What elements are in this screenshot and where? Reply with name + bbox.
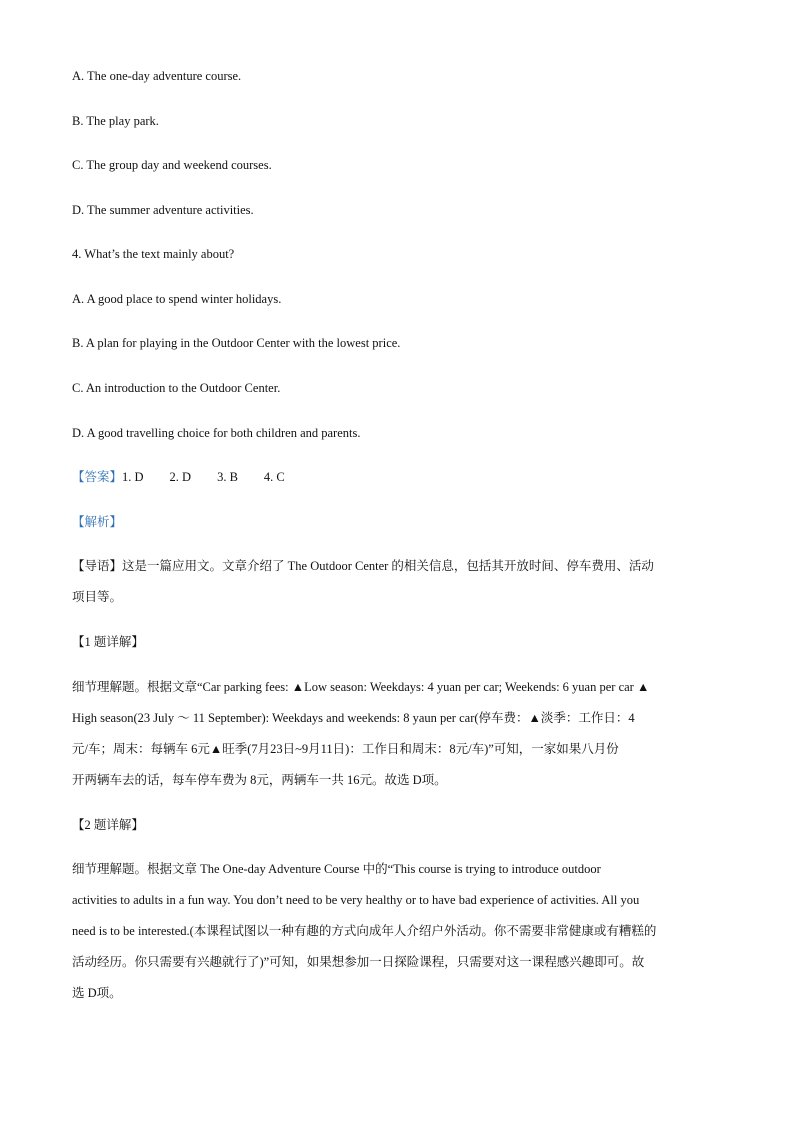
detail2-line: activities to adults in a fun way. You don’t need to be very healthy or to have bad experience of activities. All you [72,893,640,907]
answer-line [72,469,724,485]
detail2-label: 【2 题详解】 [72,818,144,832]
guide-line: 项目等。 [72,590,123,604]
detail1-line: 细节理解题。根据文章“Car parking fees: ▲Low season: Weekdays: 4 yuan per car; Weekends: 6 yuan per car ▲ [72,680,650,694]
answer-item: 1. D [122,470,144,484]
q3-option-d: D. The summer adventure activities. [72,203,254,217]
answer-item: 3. B [217,470,238,484]
answer-label: 【答案】 [72,470,123,484]
detail1-label: 【1 题详解】 [72,635,144,649]
guide-paragraph [72,551,724,613]
detail2-line: need is to be interested.(本课程试图以一种有趣的方式向成年人介绍户外活动。你不需要非常健康或有糟糕的 [72,924,657,938]
q4-option-d: D. A good travelling choice for both children and parents. [72,426,361,440]
detail1-paragraph [72,672,724,796]
guide-label: 【导语】 [72,559,123,573]
q3-option-b: B. The play park. [72,114,159,128]
detail1-line: 开两辆车去的话，每车停车费为 8元，两辆车一共 16元。故选 D项。 [72,773,447,787]
detail2-line: 活动经历。你只需要有兴趣就行了)”可知，如果想参加一日探险课程，只需要对这一课程感兴趣即可。故 [72,955,645,969]
detail1-line: High season(23 July ～ 11 September): Weekdays and weekends: 8 yaun per car(停车费：▲淡季：工作日：4 [72,711,635,725]
detail2-line: 细节理解题。根据文章 The One-day Adventure Course 中的“This course is trying to introduce outdoor [72,862,601,876]
q4-option-c: C. An introduction to the Outdoor Center. [72,381,281,395]
q4-option-a: A. A good place to spend winter holidays. [72,292,282,306]
q4-question: 4. What’s the text mainly about? [72,247,235,261]
detail1-line: 元/车；周末：每辆车 6元▲旺季(7月23日~9月11日)：工作日和周末：8元/车)”可知，一家如果八月份 [72,742,619,756]
guide-line: 【导语】这是一篇应用文。文章介绍了 The Outdoor Center 的相关信息，包括其开放时间、停车费用、活动 [72,559,654,573]
analysis-label: 【解析】 [72,515,123,529]
q4-option-b: B. A plan for playing in the Outdoor Center with the lowest price. [72,336,401,350]
detail2-paragraph [72,854,724,1009]
q3-option-c: C. The group day and weekend courses. [72,158,272,172]
q3-option-a: A. The one-day adventure course. [72,69,242,83]
answer-item: 4. C [263,470,285,484]
detail2-line: 选 D项。 [72,986,122,1000]
answer-item: 2. D [169,470,192,484]
